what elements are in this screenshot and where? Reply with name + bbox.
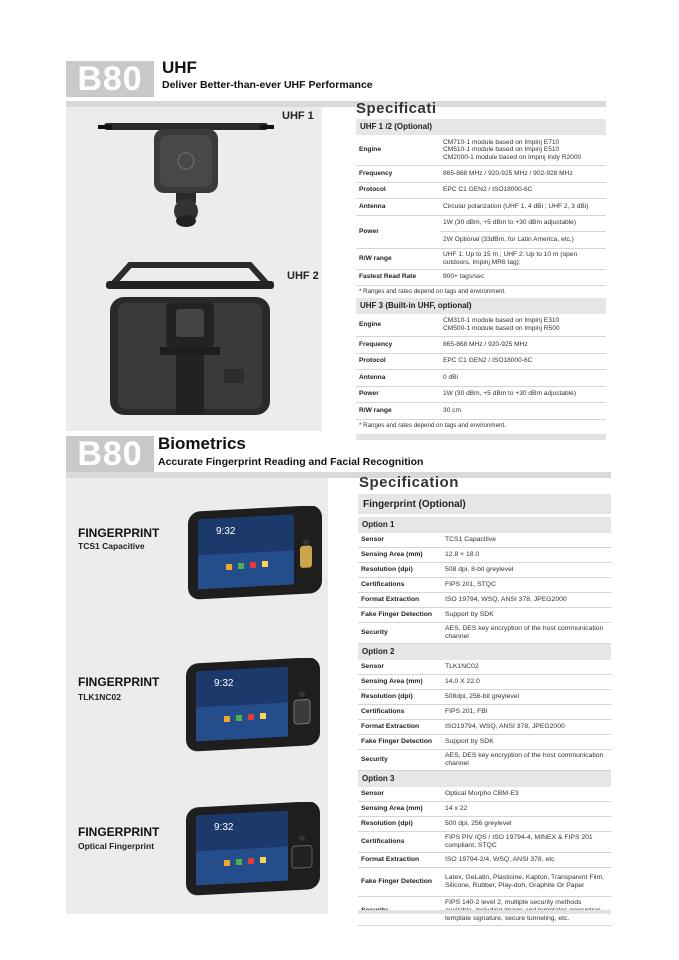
bio-spec-key: Security	[358, 623, 442, 644]
uhf-spec-value	[440, 248, 606, 269]
bio-spec-row	[358, 593, 611, 608]
uhf-spec-key: Protocol	[356, 182, 440, 199]
bio-spec-row	[358, 623, 611, 644]
uhf-spec-value-line: CM710-1 module based on Impinj E710	[443, 138, 560, 146]
bio-spec-row	[358, 675, 611, 690]
bio-spec-key: Fake Finger Detection	[358, 735, 442, 750]
tablet-1-time: 9:32	[216, 526, 236, 537]
bio-spec-value: AES, DES key encryption of the host communication channel	[442, 750, 611, 771]
uhf-spec-value-line: UHF 1: Up to 15 m ; UHF 2: Up to 10 m (open outdoors, Impinj MR6 tag);	[443, 250, 578, 266]
bio-spec-bottom-bar	[358, 910, 611, 914]
uhf-spec-key: Power	[356, 215, 440, 248]
uhf-spec-key: Engine	[356, 314, 440, 337]
uhf-spec-value	[440, 215, 606, 232]
uhf-spec-row	[356, 135, 606, 166]
bio-spec-key: Format Extraction	[358, 593, 442, 608]
bio-spec-key: Certifications	[358, 832, 442, 853]
bio-spec-value: 14 x 22	[442, 802, 611, 817]
uhf-spec-key: Power	[356, 386, 440, 403]
uhf-spec-row	[356, 337, 606, 354]
bio-spec-key: Certifications	[358, 705, 442, 720]
uhf-spec-row	[356, 215, 606, 232]
uhf-spec-row	[356, 403, 606, 420]
bio-spec-table	[358, 517, 611, 926]
uhf-spec-value-line: EPC C1 GEN2 / ISO18000-6C	[443, 186, 533, 194]
bio-option-header	[358, 517, 611, 533]
bio-spec-row	[358, 853, 611, 868]
bio-spec-value: Support by SDK	[442, 735, 611, 750]
bio-spec-row	[358, 787, 611, 802]
device-2-label: FINGERPRINT	[78, 675, 160, 689]
bio-spec-key: Resolution (dpi)	[358, 817, 442, 832]
uhf-spec-value	[440, 166, 606, 183]
tablet-3-time: 9:32	[214, 822, 234, 833]
uhf1-label: UHF 1	[282, 110, 314, 122]
uhf-spec-table	[356, 119, 606, 432]
bio-spec-value: TLK1NC02	[442, 660, 611, 675]
uhf-spec-key: Antenna	[356, 199, 440, 216]
bio-spec-key: Fake Finger Detection	[358, 608, 442, 623]
uhf-spec-row	[356, 314, 606, 337]
uhf-spec-value	[440, 403, 606, 420]
bio-option-name: Option 3	[358, 771, 611, 788]
uhf-spec-value-line: 1W (30 dBm, +5 dBm to +30 dBm adjustable)	[443, 390, 577, 398]
bio-spec-value: ISO 19794-2/4, WSQ, ANSI 378, etc	[442, 853, 611, 868]
bio-spec-key: Certifications	[358, 578, 442, 593]
bio-spec-value: ISO19794, WSQ, ANSI 378, JPEG2000	[442, 720, 611, 735]
bio-spec-value: 508 dpi, 8-bit greylevel	[442, 563, 611, 578]
bio-spec-row	[358, 832, 611, 853]
uhf-spec-row	[356, 166, 606, 183]
bio-spec-key: Format Extraction	[358, 853, 442, 868]
bio-spec-row	[358, 750, 611, 771]
uhf-group-name: UHF 3 (Built-in UHF, optional)	[356, 298, 606, 314]
uhf-spec-key: Antenna	[356, 370, 440, 387]
uhf-badge: B80	[66, 61, 154, 97]
bio-spec-value: FIPS 140-2 level 2, multiple security methods template signature, secure tunneling, etc.	[442, 897, 611, 926]
bio-spec-header-label: Fingerprint (Optional)	[363, 498, 466, 510]
uhf-spec-value	[440, 337, 606, 354]
uhf-spec-value	[440, 386, 606, 403]
bio-spec-key: Sensor	[358, 660, 442, 675]
uhf-spec-value	[440, 135, 606, 166]
uhf-spec-row	[356, 248, 606, 269]
bio-spec-key: Fake Finger Detection	[358, 868, 442, 897]
uhf-spec-value-line: 865-868 MHz / 920-925 MHz	[443, 340, 528, 348]
tablet-image-1	[186, 506, 324, 604]
bio-spec-row	[358, 690, 611, 705]
uhf-spec-title: Specificati	[356, 100, 437, 117]
bio-spec-key: Resolution (dpi)	[358, 690, 442, 705]
bio-spec-row	[358, 563, 611, 578]
bio-spec-row	[358, 578, 611, 593]
uhf-spec-row	[356, 370, 606, 387]
bio-spec-row	[358, 720, 611, 735]
uhf-spec-value-line: 900+ tags/sec	[443, 273, 485, 281]
bio-spec-row	[358, 548, 611, 563]
bio-badge: B80	[66, 436, 154, 472]
uhf-spec-value-line: 30 cm	[443, 406, 461, 414]
uhf-spec-value	[440, 199, 606, 216]
bio-spec-value: Latex, GeLatin, Plasticine, Kapton, Transparent Film, Silicone, Rubber, Play-doh, Graphite Or Paper	[442, 868, 611, 897]
uhf-group-header	[356, 298, 606, 314]
uhf-image-panel	[66, 107, 322, 431]
bio-spec-row	[358, 705, 611, 720]
bio-spec-value: Optical Morpho CBM-E3	[442, 787, 611, 802]
uhf-spec-value-line: CM310-1 module based on Impinj E310	[443, 317, 560, 325]
uhf-spec-value-line: CM2000-1 module based on Impinj Indy R2000	[443, 153, 582, 161]
uhf2-label: UHF 2	[287, 270, 319, 282]
uhf-spec-value	[440, 370, 606, 387]
uhf-spec-row	[356, 199, 606, 216]
bio-option-header	[358, 644, 611, 661]
bio-spec-value: FIPS PIV IQS / ISO 19794-4, MINEX & FIPS 201 compliant, STQC	[442, 832, 611, 853]
uhf-spec-value	[440, 353, 606, 370]
bio-spec-key: Resolution (dpi)	[358, 563, 442, 578]
bio-spec-header	[358, 494, 611, 514]
uhf-spec-value: 2W Optional (33dBm, for Latin America, etc.)	[440, 232, 606, 249]
tablet-2-time: 9:32	[214, 678, 234, 689]
uhf-spec-key: Fastest Read Rate	[356, 269, 440, 286]
bio-spec-row	[358, 817, 611, 832]
bio-spec-value: ISO 19794, WSQ, ANSI 378, JPEG2000	[442, 593, 611, 608]
uhf-spec-value-line: CM510-1 module based on Impinj E510	[443, 146, 560, 154]
bio-spec-key: Sensing Area (mm)	[358, 802, 442, 817]
uhf-spec-value-line: Circular polarization (UHF 1, 4 dBi ; UHF 2, 3 dBi)	[443, 202, 589, 210]
bio-spec-key: Sensing Area (mm)	[358, 548, 442, 563]
uhf-group-name: UHF 1 /2 (Optional)	[356, 119, 606, 135]
uhf-note: * Ranges and rates depend on tags and environment.	[359, 421, 506, 429]
bio-spec-key: Sensor	[358, 787, 442, 802]
uhf-spec-key: Engine	[356, 135, 440, 166]
uhf-spec-value	[440, 269, 606, 286]
bio-spec-value: 500 dpi, 256 greylevel	[442, 817, 611, 832]
bio-spec-key: Security	[358, 750, 442, 771]
device-3-sublabel: Optical Fingerprint	[78, 841, 155, 851]
uhf-spec-row	[356, 269, 606, 286]
bio-spec-value: FIPS 201, FBI	[442, 705, 611, 720]
uhf-spec-value-line: CM500-1 module based on Impinj R500	[443, 325, 560, 332]
device-1-label: FINGERPRINT	[78, 526, 160, 540]
uhf-note: * Ranges and rates depend on tags and environment.	[359, 288, 506, 296]
bio-spec-value: FIPS 201, STQC	[442, 578, 611, 593]
uhf-spec-key: R/W range	[356, 248, 440, 269]
uhf-spec-value-line: 0 dBi	[443, 373, 459, 381]
device-1-sublabel: TCS1 Capacitive	[78, 541, 145, 551]
bio-spec-row	[358, 868, 611, 897]
bio-spec-row	[358, 735, 611, 750]
bio-spec-row	[358, 608, 611, 623]
uhf1-device-image	[96, 113, 276, 238]
uhf-spec-row	[356, 182, 606, 199]
bio-subtitle: Accurate Fingerprint Reading and Facial Recognition	[158, 456, 424, 468]
uhf-spec-key: R/W range	[356, 403, 440, 420]
bio-spec-key: Sensor	[358, 533, 442, 548]
uhf-spec-value-line: 865-868 MHz / 920-925 MHz / 902-928 MHz	[443, 169, 573, 177]
bio-spec-value: 14.0 X 22.0	[442, 675, 611, 690]
bio-option-name: Option 1	[358, 517, 611, 533]
bio-spec-row	[358, 533, 611, 548]
uhf-group-header	[356, 119, 606, 135]
uhf-spec-value	[440, 182, 606, 199]
bio-option-header	[358, 771, 611, 788]
device-2-sublabel: TLK1NC02	[78, 692, 121, 702]
device-3-label: FINGERPRINT	[78, 825, 160, 839]
uhf-note-row	[356, 286, 606, 299]
bio-spec-value: AES, DES key encryption of the host communication channel	[442, 623, 611, 644]
bio-spec-value: 508dpi, 256-bit greylevel	[442, 690, 611, 705]
bio-spec-value: TCS1 Capacitive	[442, 533, 611, 548]
bio-spec-row	[358, 802, 611, 817]
bio-spec-value: Support by SDK	[442, 608, 611, 623]
bio-spec-value: 12.8 × 18.0	[442, 548, 611, 563]
bio-spec-title: Specification	[359, 474, 459, 491]
uhf2-device-image	[104, 257, 276, 427]
bio-option-name: Option 2	[358, 644, 611, 661]
bio-spec-key: Sensing Area (mm)	[358, 675, 442, 690]
uhf-spec-value-line: 1W (30 dBm, +5 dBm to +30 dBm adjustable)	[443, 219, 577, 227]
uhf-spec-key: Frequency	[356, 166, 440, 183]
tablet-image-3	[184, 802, 322, 900]
uhf-spec-row	[356, 386, 606, 403]
uhf-spec-key: Frequency	[356, 337, 440, 354]
uhf-spec-value-line: EPC C1 GEN2 / ISO18000-6C	[443, 357, 533, 365]
uhf-spec-value	[440, 314, 606, 337]
uhf-title: UHF	[162, 58, 197, 77]
uhf-spec-row	[356, 353, 606, 370]
bio-spec-key: Format Extraction	[358, 720, 442, 735]
uhf-subtitle: Deliver Better-than-ever UHF Performance	[162, 79, 373, 91]
uhf-note-row	[356, 419, 606, 432]
bio-spec-row	[358, 660, 611, 675]
uhf-spec-key: Protocol	[356, 353, 440, 370]
bio-title: Biometrics	[158, 434, 246, 453]
uhf-spec-bottom-bar	[356, 434, 606, 440]
tablet-image-2	[184, 658, 322, 756]
